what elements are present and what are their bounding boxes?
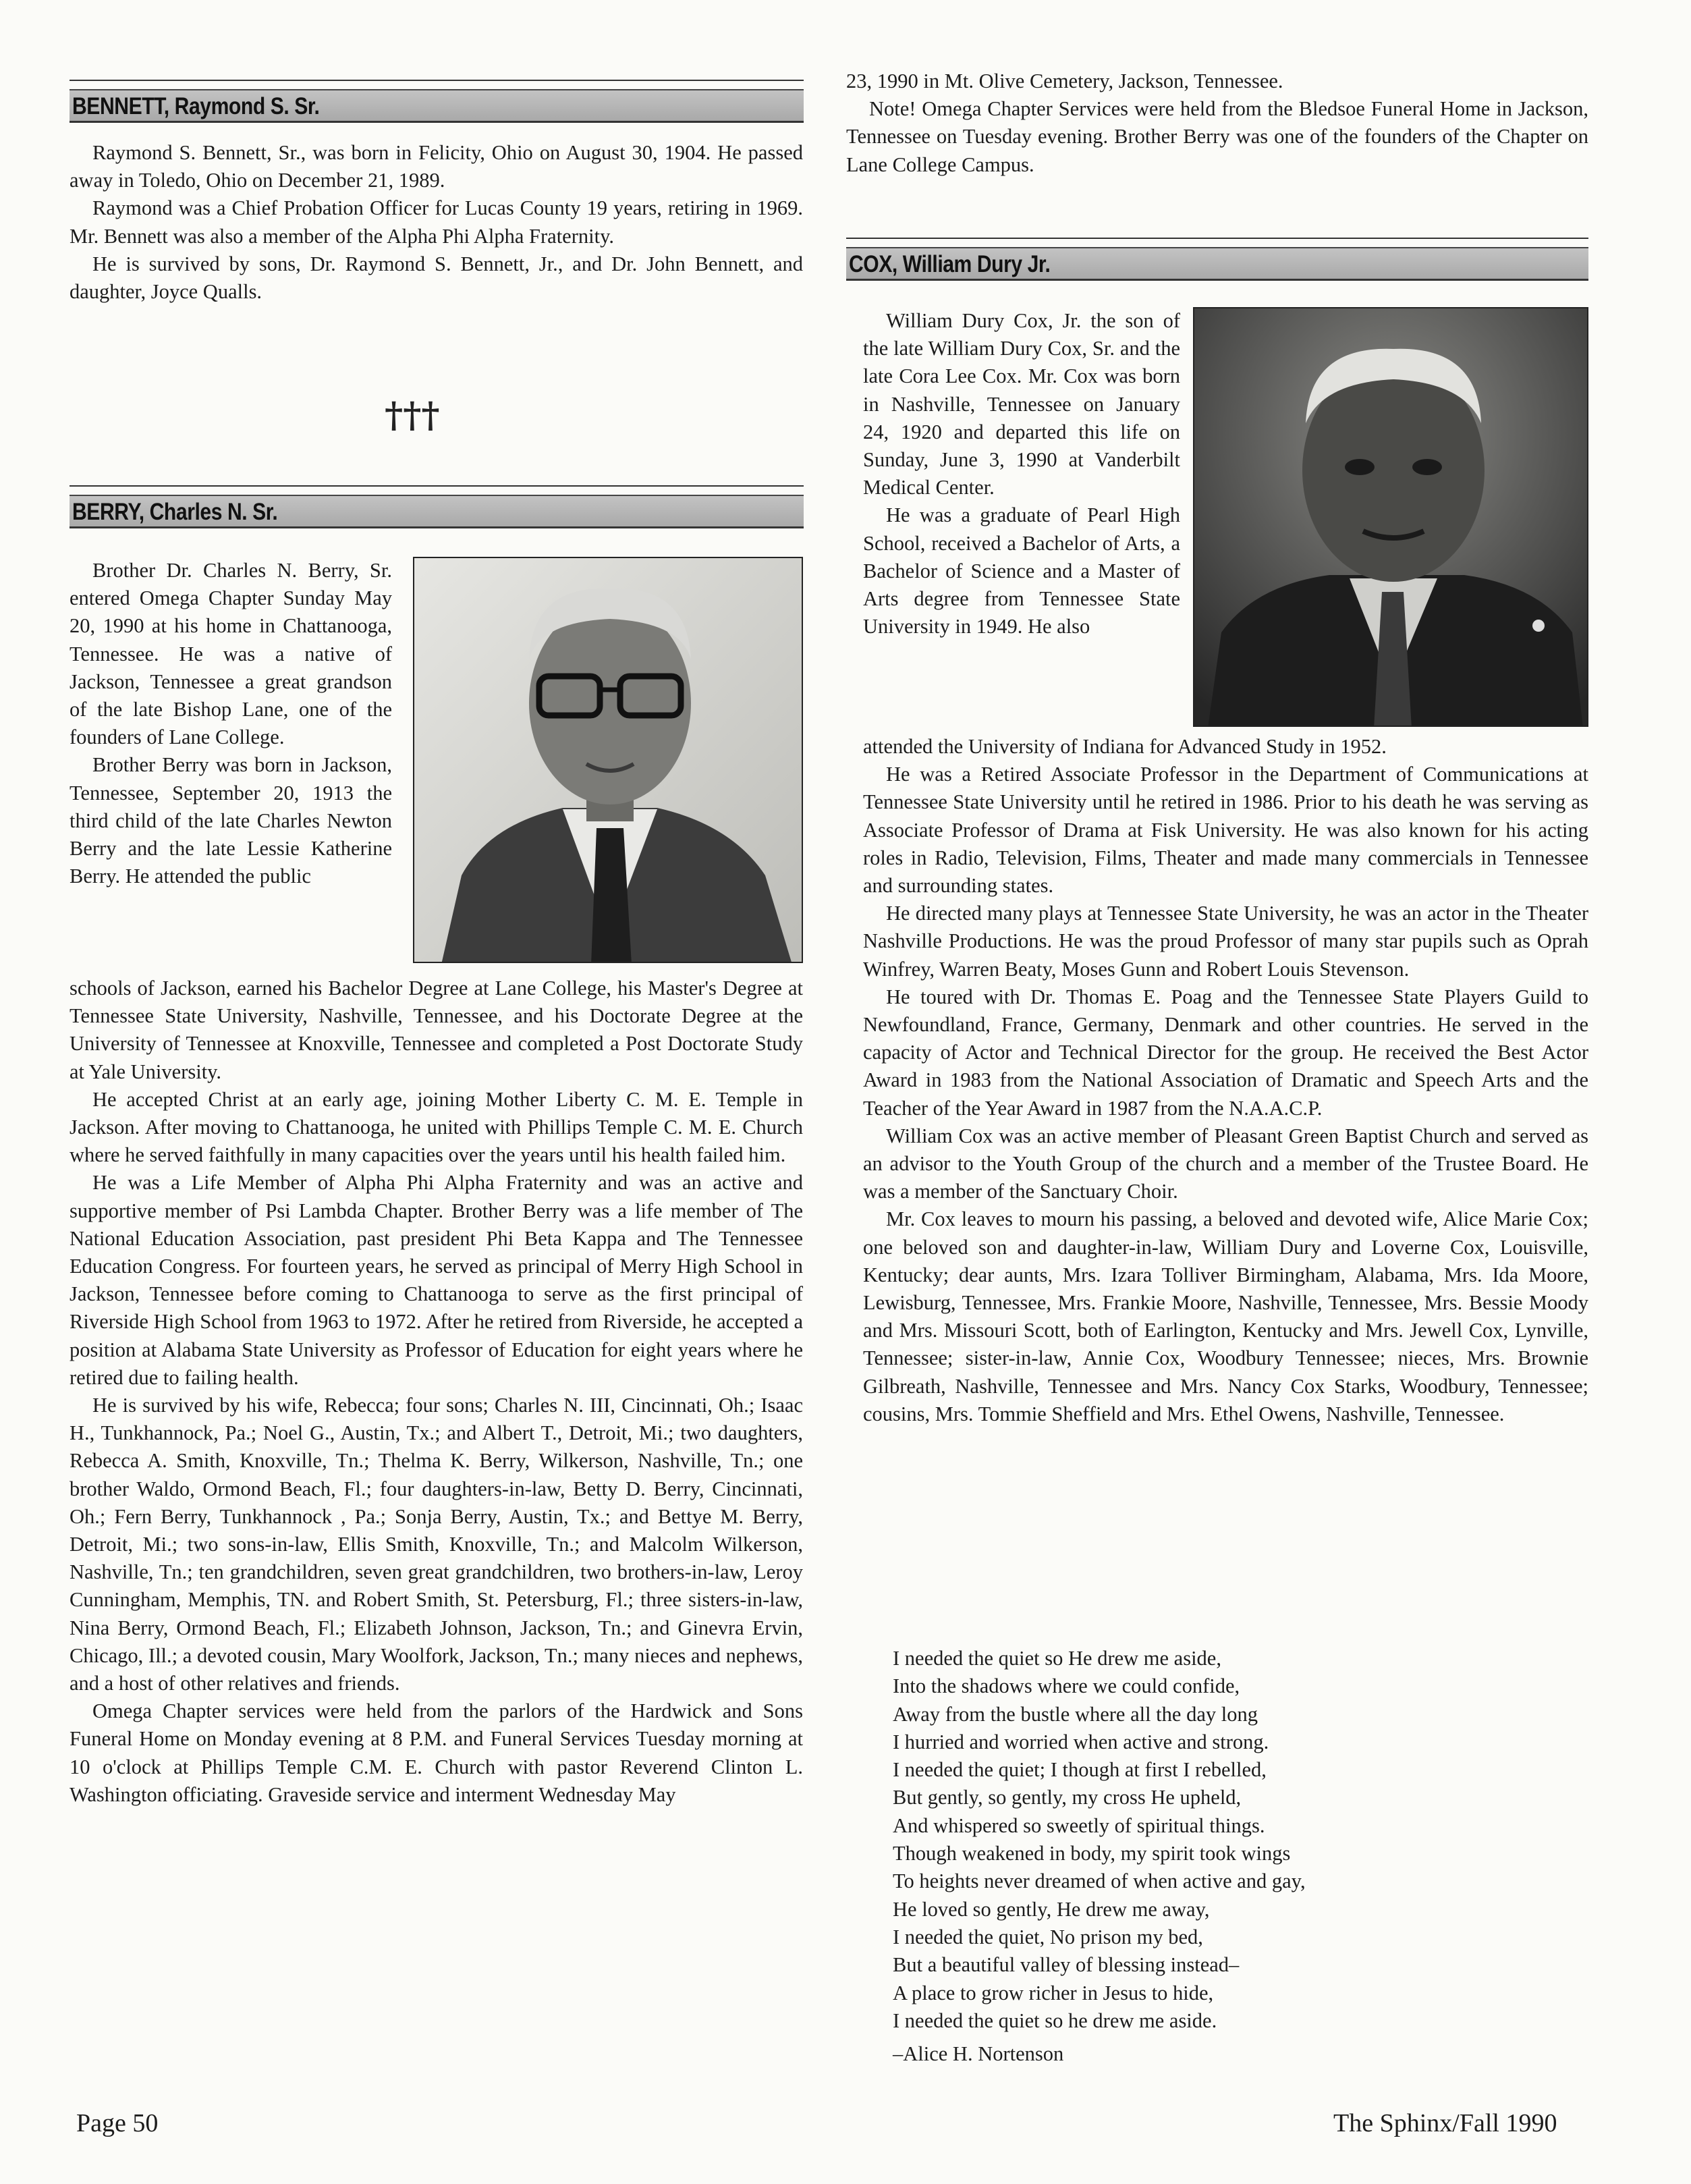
bennett-paragraph-2: Raymond was a Chief Probation Officer for Lucas County 19 years, retiring in 1969. Mr. Bennett was also a member of the Alpha Phi Alpha Fraternity.	[70, 196, 803, 248]
cox-portrait-illustration	[1194, 308, 1588, 727]
berry-note-paragraph: Note! Omega Chapter Services were held from the Bledsoe Funeral Home in Jackson, Tennessee on Tuesday evening. Brother Berry was one of the founders of the Chapter on Lane College Campus.	[846, 97, 1588, 176]
bennett-header	[70, 89, 804, 123]
bennett-header-rule	[70, 80, 804, 81]
berry-wrap-text	[70, 557, 392, 890]
poem-line: A place to grow richer in Jesus to hide,	[893, 1981, 1214, 2004]
berry-cont-line: 23, 1990 in Mt. Olive Cemetery, Jackson, Tennessee.	[846, 70, 1283, 92]
publication-label: The Sphinx/Fall 1990	[1333, 2109, 1557, 2137]
page-number: Page 50	[76, 2109, 159, 2137]
berry-wrap-paragraph-2: Brother Berry was born in Jackson, Tennessee, September 20, 1913 the third child of the late Charles Newton Berry and the late Lessie Katherine Berry. He attended the public	[70, 753, 392, 888]
cox-portrait-photo	[1193, 307, 1588, 727]
poem-line: But gently, so gently, my cross He upheld,	[893, 1786, 1242, 1809]
cox-wrap-text	[863, 307, 1180, 640]
poem-line: Away from the bustle where all the day long	[893, 1702, 1258, 1726]
berry-body	[70, 975, 803, 1809]
poem-line: He loved so gently, He drew me away,	[893, 1897, 1210, 1921]
poem-line: And whispered so sweetly of spiritual things.	[893, 1813, 1265, 1837]
cox-wrap-paragraph-2: He was a graduate of Pearl High School, received a Bachelor of Arts, a Bachelor of Science and a Master of Arts degree from Tennessee State University in 1949. He also	[863, 503, 1180, 638]
cox-header-text: COX, William Dury Jr.	[849, 251, 1051, 277]
poem-line: Into the shadows where we could confide,	[893, 1674, 1240, 1698]
poem-line: I needed the quiet, No prison my bed,	[893, 1925, 1203, 1948]
berry-paragraph-3: He is survived by his wife, Rebecca; four sons; Charles N. III, Cincinnati, Oh.; Isaac H., Tunkhannock, Pa.; Noel G., Austin, Tx.; and Albert T., Detroit, Mi.; two daughters, Rebecca A. Smith, Knoxville, Tn.; Thelma K. Berry, Wilkerson, Nashville, Tn.; one brother Waldo, Ormond Beach, Fl.; four daughters-in-law, Betty D. Berry, Cincinnati, Oh.; Fern Berry, Tunkhannock , Pa.; Sonja Berry, Austin, Tx.; and Bettye M. Berry, Detroit, Mi.; two sons-in-law, Ellis Smith, Knoxville, Tn.; and Malcolm Wilkerson, Nashville, Tn.; ten grandchildren, seven great grandchildren, two brothers-in-law, Leroy Cunningham, Memphis, TN. and Robert Smith, St. Petersburg, Fl.; three sisters-in-law, Nina Berry, Ormond Beach, Fl.; Elizabeth Johnson, Jackson, Tn.; and Ginevra Ervin, Chicago, Ill.; a devoted cousin, Mary Woolfork, Jackson, Tn.; many nieces and nephews, and a host of other relatives and friends.	[70, 1394, 803, 1695]
cox-body	[863, 733, 1588, 1428]
berry-header	[70, 495, 804, 528]
cox-paragraph-5: Mr. Cox leaves to mourn his passing, a beloved and devoted wife, Alice Marie Cox; one beloved son and daughter-in-law, William Dury and Loverne Cox, Louisville, Kentucky; dear aunts, Mrs. Izara Tolliver Birmingham, Alabama, Mrs. Ida Moore, Lewisburg, Tennessee, Mrs. Frankie Moore, Nashville, Tennessee, Mrs. Bessie Moody and Mrs. Missouri Scott, both of Earlington, Kentucky and Mrs. Jewell Cox, Lynville, Tennessee; sister-in-law, Annie Cox, Woodbury Tennessee; nieces, Mrs. Brownie Gilbreath, Nashville, Tennessee and Mrs. Nancy Cox Starks, Woodbury, Tennessee; cousins, Mrs. Tommie Sheffield and Mrs. Ethel Owens, Nashville, Tennessee.	[863, 1207, 1588, 1425]
poem-line: I needed the quiet; I though at first I rebelled,	[893, 1758, 1267, 1782]
cox-wrap-paragraph-1: William Dury Cox, Jr. the son of the late William Dury Cox, Sr. and the late Cora Lee Cox. Mr. Cox was born in Nashville, Tennessee on January 24, 1920 and departed this life on Sunday, June 3, 1990 at Vanderbilt Medical Center.	[863, 309, 1180, 499]
berry-header-rule	[70, 485, 804, 487]
berry-continuation: schools of Jackson, earned his Bachelor Degree at Lane College, his Master's Degree at Tennessee State University, Nashville, Tennessee, and his Doctorate Degree at the University of Tennessee at Knoxville, Tennessee and completed a Post Doctorate Study at Yale University.	[70, 977, 803, 1083]
poem-line: But a beautiful valley of blessing instead–	[893, 1953, 1240, 1977]
berry-paragraph-4: Omega Chapter services were held from the parlors of the Hardwick and Sons Funeral Home on Monday evening at 8 P.M. and Funeral Services Tuesday morning at 10 o'clock at Phillips Temple C.M. E. Church with pastor Reverend Clinton L. Washington officiating. Graveside service and interment Wednesday May	[70, 1699, 803, 1806]
berry-portrait-illustration	[414, 558, 803, 963]
cox-paragraph-1: He was a Retired Associate Professor in the Department of Communications at Tennessee State University until he retired in 1986. Prior to his death he was serving as Associate Professor of Drama at Fisk University. He was also known for his acting roles in Radio, Television, Films, Theater and made many commercials in Tennessee and surrounding states.	[863, 763, 1588, 898]
cox-paragraph-3: He toured with Dr. Thomas E. Poag and the Tennessee State Players Guild to Newfoundland, France, Germany, Denmark and other countries. He served in the capacity of Actor and Technical Director for the group. He received the Best Actor Award in 1983 from the National Association of Dramatic and Speech Arts and the Teacher of the Year Award in 1987 from the N.A.A.C.P.	[863, 985, 1588, 1120]
bennett-body	[70, 139, 803, 306]
bennett-header-text: BENNETT, Raymond S. Sr.	[72, 93, 320, 119]
poem-line: Though weakened in body, my spirit took wings	[893, 1842, 1291, 1865]
berry-paragraph-2: He was a Life Member of Alpha Phi Alpha Fraternity and was an active and supportive member of Psi Lambda Chapter. Brother Berry was a life member of The National Education Association, past president Phi Beta Kappa and The Tennessee Education Congress. For fourteen years, he served as principal of Merry High School in Jackson, Tennessee before coming to Chattanooga to serve as the first principal of Riverside High School from 1963 to 1972. After he retired from Riverside, he accepted a position at Alabama State University as Professor of Education for eight years where he retired due to failing health.	[70, 1171, 803, 1389]
cox-continuation: attended the University of Indiana for Advanced Study in 1952.	[863, 735, 1387, 758]
poem-author: –Alice H. Nortenson	[893, 2042, 1064, 2066]
poem-line: I needed the quiet so he drew me aside.	[893, 2009, 1217, 2032]
poem-line: I needed the quiet so He drew me aside,	[893, 1647, 1221, 1670]
bennett-paragraph-1: Raymond S. Bennett, Sr., was born in Felicity, Ohio on August 30, 1904. He passed away in Toledo, Ohio on December 21, 1989.	[70, 141, 803, 192]
poem-line: To heights never dreamed of when active and gay,	[893, 1869, 1306, 1893]
cox-paragraph-4: William Cox was an active member of Pleasant Green Baptist Church and served as an advisor to the Youth Group of the church and a member of the Trustee Board. He was a member of the Sanctuary Choir.	[863, 1124, 1588, 1203]
poem	[893, 1645, 1306, 2068]
berry-paragraph-1: He accepted Christ at an early age, joining Mother Liberty C. M. E. Temple in Jackson. After moving to Chattanooga, he united with Phillips Temple C. M. E. Church where he served faithfully in many capacities over the years until his health failed him.	[70, 1087, 803, 1167]
berry-continued	[846, 67, 1588, 179]
poem-line: I hurried and worried when active and strong.	[893, 1730, 1269, 1753]
berry-wrap-paragraph-1: Brother Dr. Charles N. Berry, Sr. entered Omega Chapter Sunday May 20, 1990 at his home in Chattanooga, Tennessee. He was a native of Jackson, Tennessee a great grandson of the late Bishop Lane, one of the founders of Lane College.	[70, 559, 392, 749]
cox-header-rule	[846, 238, 1588, 239]
bennett-paragraph-3: He is survived by sons, Dr. Raymond S. Bennett, Jr., and Dr. John Bennett, and daughter, Joyce Qualls.	[70, 252, 803, 304]
berry-header-text: BERRY, Charles N. Sr.	[72, 499, 278, 525]
cox-header	[846, 247, 1588, 281]
berry-portrait-photo	[413, 557, 803, 963]
crosses-ornament: †††	[385, 395, 440, 436]
cox-paragraph-2: He directed many plays at Tennessee State University, he was an actor in the Theater Nashville Productions. He was the proud Professor of many star pupils such as Oprah Winfrey, Warren Beaty, Moses Gunn and Robert Louis Stevenson.	[863, 902, 1588, 981]
